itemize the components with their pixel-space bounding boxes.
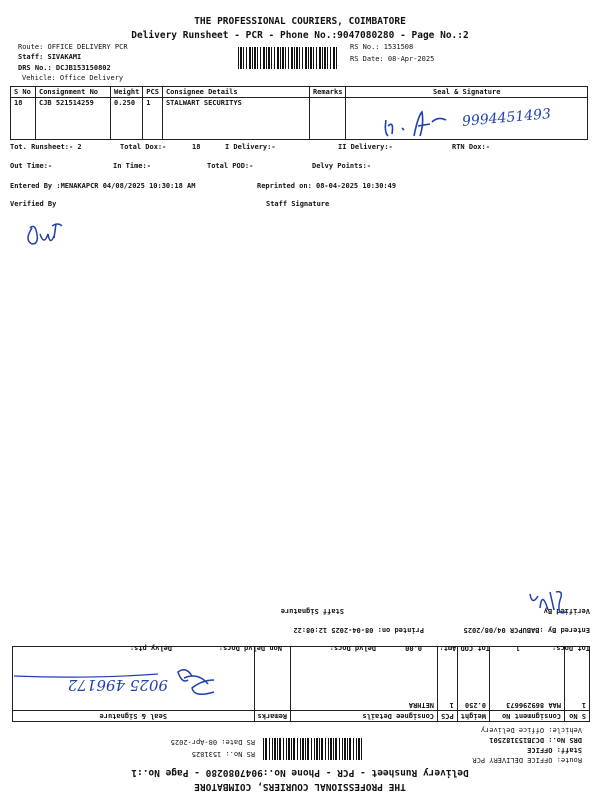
delvy-points: Delvy Points:-	[312, 162, 372, 170]
reprinted-on: Reprinted on: 08-04-2025 10:30:49	[257, 182, 397, 190]
col-remarks: Remarks	[254, 711, 291, 722]
staff-signature: Staff Signature	[280, 607, 344, 615]
col-pcs: PCS	[438, 711, 458, 722]
first-delivery: I Delivery:-	[225, 143, 276, 151]
rs-number: RS No.: 1531825	[191, 750, 255, 758]
verified-by: Verified By	[10, 200, 57, 208]
cell-remarks	[254, 647, 291, 711]
receiver-signature	[172, 662, 222, 702]
col-seal-signature: Seal & Signature	[346, 87, 588, 98]
delvy-pts: Delvy pts:	[129, 644, 172, 652]
cell-consignment: MAA 869296673	[490, 647, 565, 711]
tot-docs-label: Tot Docs:	[552, 644, 590, 652]
company-name: THE PROFESSIONAL COURIERS, COIMBATORE	[194, 781, 406, 792]
cell-pcs: 1	[438, 647, 458, 711]
tot-docs-value: 1	[515, 644, 520, 652]
col-consignment: Consignment No	[490, 711, 565, 722]
cell-pcs: 1	[143, 98, 163, 140]
col-weight: Weight	[457, 711, 489, 722]
signature-underline	[10, 672, 160, 680]
cell-consignment: CJB 521514259	[36, 98, 111, 140]
vehicle-label: Vehicle: Office Delivery	[480, 726, 582, 734]
total-dox-value: 18	[192, 143, 201, 151]
col-consignment: Consignment No	[36, 87, 111, 98]
tot-cod-value: 0.00	[405, 644, 422, 652]
rtn-dox: RTN Dox:-	[452, 143, 490, 151]
verified-by: Verified By	[543, 607, 590, 615]
printed-on: Printed on: 08-04-2025 12:08:22	[293, 626, 424, 634]
cell-sno: 1	[565, 647, 590, 711]
staff-label: Staff: OFFICE	[527, 746, 582, 754]
company-name: THE PROFESSIONAL COURIERS, COIMBATORE	[194, 16, 406, 27]
tot-runsheet: Tot. Runsheet:- 2	[10, 143, 82, 151]
table-header-row	[13, 711, 590, 722]
col-pcs: PCS	[143, 87, 163, 98]
receiver-phone: 9025 496172	[67, 676, 168, 694]
col-consignee: Consignee Details	[162, 87, 309, 98]
rs-date: RS Date: 08-Apr-2025	[170, 738, 255, 746]
non-delvd-docs: Non Delvd Docs:	[218, 644, 282, 652]
total-dox-label: Total Dox:-	[120, 143, 167, 151]
col-remarks: Remarks	[309, 87, 346, 98]
second-delivery: II Delivery:-	[338, 143, 393, 151]
route-label: Route: OFFICE DELIVERY PCR	[18, 43, 128, 51]
delvd-docs: Delvd Docs:	[329, 644, 376, 652]
barcode	[262, 738, 362, 760]
cell-consignee: NETHRA	[291, 647, 438, 711]
col-sno: S No	[11, 87, 36, 98]
staff-signature: Staff Signature	[266, 200, 330, 208]
total-pod: Total POD:-	[207, 162, 254, 170]
in-time: In Time:-	[113, 162, 151, 170]
col-consignee: Consignee Details	[291, 711, 438, 722]
cell-consignee: STALWART SECURITYS	[162, 98, 309, 140]
tot-cod-label: Tot COD Amt:	[439, 644, 490, 652]
staff-label: Staff: SIVAKAMI	[18, 53, 82, 61]
vehicle-label: Vehicle: Office Delivery	[22, 74, 124, 82]
route-label: Route: OFFICE DELIVERY PCR	[472, 756, 582, 764]
cell-sno: 18	[11, 98, 36, 140]
col-weight: Weight	[111, 87, 143, 98]
cell-weight: 0.250	[457, 647, 489, 711]
rs-date: RS Date: 08-Apr-2025	[350, 55, 435, 63]
runsheet-title: Delivery Runsheet - PCR - Phone No.:9047080280 - Page No.:2	[131, 30, 469, 41]
drs-number: DRS No.: DCJB153182501	[489, 736, 582, 744]
drs-number: DRS No.: DCJB153150802	[18, 64, 111, 72]
rs-number: RS No.: 1531508	[350, 43, 414, 51]
receiver-phone: 9994451493	[461, 106, 552, 130]
cell-weight: 0.250	[111, 98, 143, 140]
col-seal-signature: Seal & Signature	[13, 711, 255, 722]
out-time: Out Time:-	[10, 162, 53, 170]
col-sno: S No	[565, 711, 590, 722]
entered-by: Entered By :MENAKAPCR 04/08/2025 10:30:18 AM	[10, 182, 196, 190]
runsheet-title: Delivery Runsheet - PCR - Phone No.:9047080280 - Page No.:1	[131, 767, 469, 778]
verifier-signature	[526, 584, 572, 620]
entered-by: Entered By :BABUPCR 04/08/2025	[463, 626, 590, 634]
